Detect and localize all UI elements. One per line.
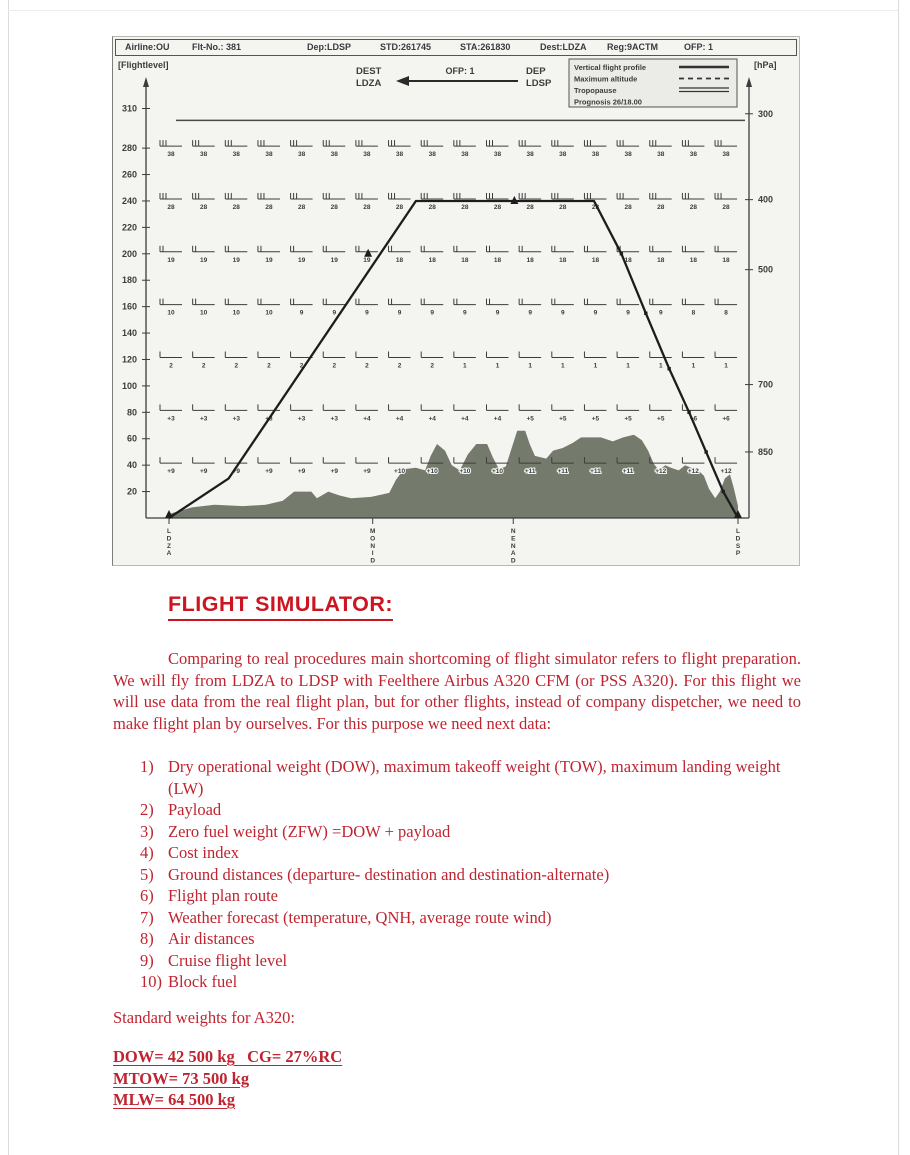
svg-text:28: 28 [265,203,273,211]
svg-text:+4: +4 [428,415,436,423]
svg-text:60: 60 [126,433,137,444]
svg-text:38: 38 [493,151,502,159]
svg-text:+9: +9 [167,468,175,476]
svg-text:28: 28 [493,203,502,211]
svg-text:38: 38 [265,151,273,159]
svg-text:18: 18 [559,256,567,264]
svg-text:120: 120 [121,354,137,365]
list-item [140,950,801,972]
svg-text:L: L [167,528,171,535]
svg-text:500: 500 [758,264,774,275]
svg-text:300: 300 [758,108,774,119]
ofp-number: OFP: 1 [684,42,714,52]
svg-text:9: 9 [430,309,435,317]
svg-text:18: 18 [591,256,600,264]
svg-text:18: 18 [657,256,665,264]
svg-text:+10: +10 [394,468,406,476]
svg-text:28: 28 [657,203,665,211]
svg-text:8: 8 [691,309,696,317]
svg-text:N: N [510,528,516,535]
svg-text:19: 19 [297,256,306,264]
svg-text:220: 220 [121,222,137,233]
svg-text:10: 10 [265,309,273,317]
svg-text:38: 38 [395,151,404,159]
list-item-text: Cruise flight level [168,950,288,970]
svg-text:2: 2 [234,362,239,370]
ofp-flight-number: Flt-No.: 381 [192,42,242,52]
svg-text:+4: +4 [363,415,371,423]
svg-text:38: 38 [363,151,371,159]
svg-text:80: 80 [126,407,137,418]
list-item-number: 7) [140,907,154,927]
section-title: FLIGHT SIMULATOR: [168,592,393,621]
list-item [140,971,801,993]
svg-text:2: 2 [365,362,369,370]
standard-weights-label: Standard weights for A320: [113,1008,295,1027]
list-item-number: 6) [140,886,154,905]
svg-text:9: 9 [593,309,598,317]
svg-text:19: 19 [200,256,208,264]
svg-text:19: 19 [265,256,273,264]
svg-text:18: 18 [461,256,469,264]
ofp-destination: Dest:LDZA [540,42,587,52]
svg-text:260: 260 [121,169,137,180]
svg-text:18: 18 [624,256,632,264]
svg-text:9: 9 [626,309,630,317]
svg-text:+10: +10 [491,468,504,476]
svg-text:38: 38 [657,151,665,159]
svg-text:10: 10 [232,309,240,317]
svg-text:L: L [736,528,740,535]
svg-text:38: 38 [167,151,175,159]
svg-text:+4: +4 [461,415,469,423]
svg-text:40: 40 [126,460,137,471]
svg-text:28: 28 [232,203,240,211]
svg-text:9: 9 [463,309,467,317]
svg-text:D: D [510,557,516,565]
svg-text:+3: +3 [297,415,306,423]
svg-text:2: 2 [332,362,337,370]
list-item-text: Flight plan route [168,886,278,905]
svg-text:2: 2 [169,362,173,370]
svg-text:28: 28 [689,203,698,211]
svg-text:+9: +9 [232,468,241,476]
svg-text:38: 38 [461,151,469,159]
svg-text:700: 700 [758,379,774,390]
vertical-profile-svg [113,37,801,567]
svg-text:+6: +6 [689,415,698,423]
svg-text:P: P [735,550,741,558]
svg-text:180: 180 [121,275,137,286]
list-item-text: Payload [168,800,222,819]
list-item [140,928,801,950]
svg-text:19: 19 [330,256,338,264]
list-item-number: 5) [140,864,154,884]
svg-text:9: 9 [397,309,402,317]
svg-text:38: 38 [526,151,534,159]
svg-text:Tropopause: Tropopause [574,86,617,95]
svg-text:+5: +5 [624,415,632,423]
svg-text:28: 28 [330,203,338,211]
svg-text:18: 18 [526,256,534,264]
weight-dow: DOW= 42 500 kg CG= 27%RC [113,1047,343,1066]
svg-text:38: 38 [330,151,338,159]
svg-text:2: 2 [430,362,435,370]
svg-text:[Flightlevel]: [Flightlevel] [118,60,169,70]
list-item [140,821,801,843]
svg-text:1: 1 [658,362,663,370]
svg-text:Prognosis 26/18.00: Prognosis 26/18.00 [574,97,642,107]
svg-text:Maximum altitude: Maximum altitude [574,74,638,84]
svg-text:9: 9 [528,309,532,317]
intro-paragraph: Comparing to real procedures main shortcoming of flight simulator refers to flight preparation. We will fly from LDZA to LDSP with Feelthere Airbus A320 CFM (or PSS A320). For this flight we will use data from the real flight plan, but for other flights, instead of company dispetcher, we need to make flight plan by ourselves. For this purpose we need next data: [113,649,801,733]
svg-text:+12: +12 [687,468,699,476]
svg-text:+11: +11 [622,468,634,476]
svg-text:+9: +9 [297,468,306,476]
svg-text:N: N [370,542,376,550]
data-list [113,756,801,993]
svg-text:100: 100 [121,380,137,391]
svg-text:18: 18 [428,256,436,264]
svg-text:1: 1 [463,362,467,370]
svg-text:9: 9 [495,309,500,317]
svg-text:+5: +5 [591,415,600,423]
svg-text:9: 9 [365,309,369,317]
list-item-number: 8) [140,929,154,948]
svg-text:10: 10 [167,309,175,317]
svg-text:+3: +3 [265,415,273,423]
svg-text:9: 9 [560,309,565,317]
svg-text:+5: +5 [559,415,567,423]
svg-text:240: 240 [121,195,137,206]
svg-text:850: 850 [758,446,774,457]
svg-text:S: S [735,542,741,550]
svg-text:+3: +3 [232,415,241,423]
svg-text:1: 1 [724,362,728,370]
svg-text:+5: +5 [526,415,534,423]
svg-text:+12: +12 [720,468,732,476]
svg-text:19: 19 [363,256,371,264]
svg-text:1: 1 [691,362,696,370]
svg-text:38: 38 [232,151,240,159]
list-item-text: Cost index [168,843,240,862]
flight-profile-chart [112,36,800,566]
svg-text:DEST: DEST [356,66,382,77]
svg-text:+11: +11 [524,468,536,476]
list-item-number: 3) [140,821,154,841]
svg-text:O: O [370,535,376,543]
list-item-number: 4) [140,843,154,862]
list-item [140,842,801,864]
svg-text:+3: +3 [167,415,175,423]
svg-text:1: 1 [528,362,532,370]
ofp-airline: Airline:OU [125,42,170,52]
list-item-number: 9) [140,950,154,970]
svg-text:+9: +9 [265,468,273,476]
weight-mtow: MTOW= 73 500 kg [113,1068,250,1088]
svg-text:+3: +3 [330,415,338,423]
list-item-text: Block fuel [168,972,238,991]
svg-text:+6: +6 [722,415,730,423]
svg-text:+9: +9 [199,468,208,476]
svg-text:18: 18 [722,256,730,264]
svg-text:LDZA: LDZA [356,78,382,89]
svg-text:280: 280 [121,143,137,154]
svg-text:2: 2 [201,362,206,370]
svg-text:19: 19 [232,256,240,264]
svg-text:140: 140 [121,328,137,339]
page-edge-left [8,0,9,1155]
list-item-text: Air distances [168,929,255,948]
svg-text:8: 8 [724,309,728,317]
svg-text:28: 28 [461,203,469,211]
ofp-registration: Reg:9ACTM [607,42,658,52]
svg-text:A: A [510,550,516,558]
svg-text:28: 28 [395,203,404,211]
svg-text:+4: +4 [395,415,404,423]
svg-text:160: 160 [121,301,137,312]
svg-text:28: 28 [297,203,306,211]
svg-text:1: 1 [560,362,565,370]
svg-text:I: I [371,550,374,558]
svg-text:+11: +11 [557,468,569,476]
weight-mlw: MLW= 64 500 kg [113,1090,236,1109]
svg-text:DEP: DEP [526,66,546,77]
list-item [140,885,801,907]
svg-text:+9: +9 [363,468,371,476]
svg-text:+9: +9 [330,468,338,476]
svg-text:28: 28 [363,203,371,211]
svg-text:D: D [735,535,741,543]
svg-text:200: 200 [121,248,137,259]
svg-text:D: D [166,535,172,543]
svg-text:28: 28 [559,203,567,211]
svg-text:1: 1 [495,362,500,370]
svg-text:38: 38 [428,151,436,159]
svg-text:M: M [369,528,376,535]
svg-text:+5: +5 [657,415,665,423]
svg-text:+10: +10 [426,468,438,476]
svg-text:20: 20 [126,486,137,497]
svg-text:A: A [166,550,172,558]
list-item-text: Zero fuel weight (ZFW) =DOW + payload [168,821,451,841]
svg-text:10: 10 [200,309,208,317]
svg-text:9: 9 [658,309,663,317]
list-item [140,756,801,799]
svg-text:2: 2 [299,362,304,370]
svg-text:38: 38 [200,151,208,159]
svg-text:28: 28 [167,203,175,211]
svg-text:18: 18 [395,256,404,264]
svg-text:9: 9 [332,309,337,317]
list-item [140,864,801,886]
svg-text:+10: +10 [459,468,471,476]
list-item [140,799,801,821]
svg-text:38: 38 [624,151,632,159]
list-item-number: 2) [140,800,154,819]
list-item-number: 10) [140,972,162,991]
svg-text:+4: +4 [493,415,502,423]
svg-text:D: D [370,557,376,565]
list-item-text: Weather forecast (temperature, QNH, average route wind) [168,907,552,927]
svg-text:18: 18 [689,256,698,264]
svg-text:9: 9 [299,309,304,317]
page-edge-top [8,10,898,11]
svg-text:Vertical flight profile: Vertical flight profile [574,63,647,72]
svg-text:38: 38 [591,151,600,159]
ofp-sta: STA:261830 [460,42,511,52]
list-item-text: Dry operational weight (DOW), maximum takeoff weight (TOW), maximum landing weight (LW) [168,757,781,798]
svg-text:38: 38 [559,151,567,159]
svg-text:OFP: 1: OFP: 1 [445,66,475,76]
svg-text:28: 28 [200,203,208,211]
page-edge-right [898,0,899,1155]
svg-text:1: 1 [626,362,630,370]
svg-text:+12: +12 [655,468,667,476]
svg-text:N: N [510,542,516,550]
svg-text:19: 19 [167,256,175,264]
svg-text:2: 2 [267,362,271,370]
svg-text:E: E [511,535,516,543]
list-item-number: 1) [140,757,154,776]
svg-text:28: 28 [624,203,632,211]
svg-text:28: 28 [591,203,600,211]
svg-text:28: 28 [526,203,534,211]
ofp-header-strip [115,39,797,56]
ofp-departure: Dep:LDSP [307,42,352,52]
list-item [140,907,801,929]
svg-text:[hPa]: [hPa] [754,60,777,70]
svg-text:18: 18 [493,256,502,264]
svg-text:+3: +3 [199,415,208,423]
svg-text:LDSP: LDSP [526,78,552,89]
svg-text:1: 1 [593,362,598,370]
svg-text:400: 400 [758,194,774,205]
svg-text:2: 2 [397,362,402,370]
weights-block [113,1046,342,1111]
terrain-profile [169,431,738,518]
svg-text:28: 28 [722,203,730,211]
svg-text:38: 38 [689,151,698,159]
svg-text:+11: +11 [590,468,601,476]
svg-text:310: 310 [121,103,137,114]
svg-text:Z: Z [167,542,171,550]
ofp-std: STD:261745 [380,42,432,52]
list-item-text: Ground distances (departure- destination and destination-alternate) [168,864,610,884]
svg-text:28: 28 [428,203,436,211]
svg-text:38: 38 [722,151,730,159]
svg-text:38: 38 [297,151,306,159]
